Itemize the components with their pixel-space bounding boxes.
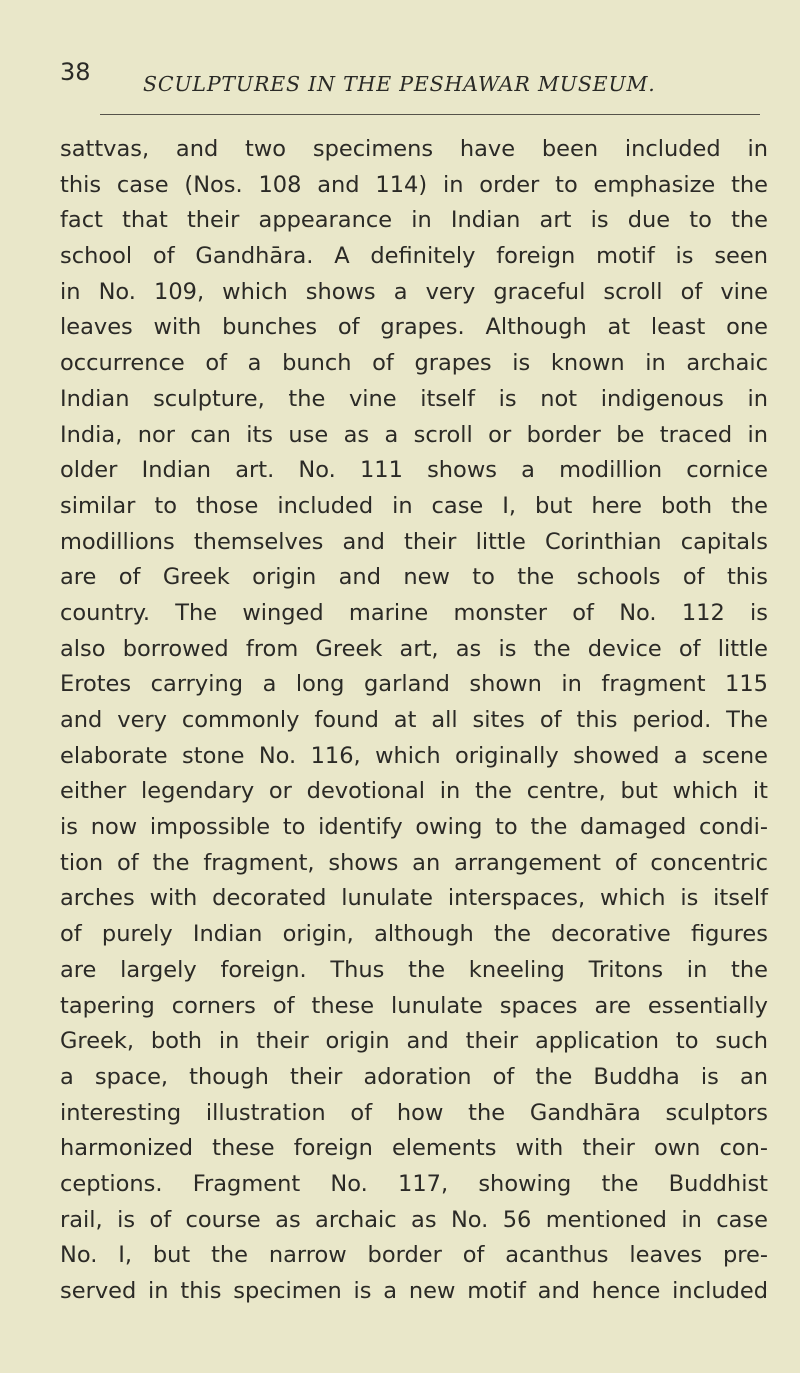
text-line: No. I, but the narrow border of acanthus leaves pre- xyxy=(60,1242,768,1269)
text-line: Erotes carrying a long garland shown in fragment 115 xyxy=(60,671,768,698)
text-line: Greek, both in their origin and their application to such xyxy=(60,1028,768,1055)
text-line: occurrence of a bunch of grapes is known in archaic xyxy=(60,350,768,377)
page-number: 38 xyxy=(60,58,91,86)
header-rule xyxy=(100,114,760,115)
text-line: tion of the fragment, shows an arrangement of concentric xyxy=(60,849,768,876)
text-line: interesting illustration of how the Gandhāra sculptors xyxy=(60,1099,768,1126)
text-line: served in this specimen is a new motif and hence included xyxy=(60,1278,768,1304)
text-line: are largely foreign. Thus the kneeling Tritons in the xyxy=(60,956,768,983)
text-line: fact that their appearance in Indian art is due to the xyxy=(60,207,768,234)
text-line: similar to those included in case I, but here both the xyxy=(60,492,768,519)
text-line: of purely Indian origin, although the decorative figures xyxy=(60,921,768,948)
text-line: this case (Nos. 108 and 114) in order to emphasize the xyxy=(60,171,768,198)
text-line: in No. 109, which shows a very graceful scroll of vine xyxy=(60,278,768,305)
text-line: and very commonly found at all sites of this period. The xyxy=(60,707,768,733)
text-line: are of Greek origin and new to the schools of this xyxy=(60,564,768,591)
text-line: country. The winged marine monster of No. 112 is xyxy=(60,599,768,626)
text-line: Indian sculpture, the vine itself is not indigenous in xyxy=(60,385,768,412)
text-line: elaborate stone No. 116, which originally showed a scene xyxy=(60,742,768,769)
text-line: sattvas, and two specimens have been included in xyxy=(60,136,768,162)
text-line: also borrowed from Greek art, as is the device of little xyxy=(60,635,768,662)
text-line: tapering corners of these lunulate spaces are essentially xyxy=(60,992,768,1019)
text-line: either legendary or devotional in the centre, but which it xyxy=(60,778,768,805)
running-head: SCULPTURES IN THE PESHAWAR MUSEUM. xyxy=(143,72,656,96)
text-line: is now impossible to identify owing to the damaged condi- xyxy=(60,814,768,841)
text-line: India, nor can its use as a scroll or border be traced in xyxy=(60,421,768,448)
text-line: arches with decorated lunulate interspaces, which is itself xyxy=(60,885,768,912)
text-line: older Indian art. No. 111 shows a modillion cornice xyxy=(60,457,768,484)
text-line: ceptions. Fragment No. 117, showing the Buddhist xyxy=(60,1170,768,1197)
text-line: modillions themselves and their little Corinthian capitals xyxy=(60,528,768,555)
text-line: a space, though their adoration of the Buddha is an xyxy=(60,1063,768,1090)
text-line: harmonized these foreign elements with their own con- xyxy=(60,1135,768,1162)
text-line: school of Gandhāra. A definitely foreign motif is seen xyxy=(60,243,768,270)
text-line: rail, is of course as archaic as No. 56 mentioned in case xyxy=(60,1206,768,1233)
text-line: leaves with bunches of grapes. Although at least one xyxy=(60,314,768,341)
body-text xyxy=(60,132,768,1310)
